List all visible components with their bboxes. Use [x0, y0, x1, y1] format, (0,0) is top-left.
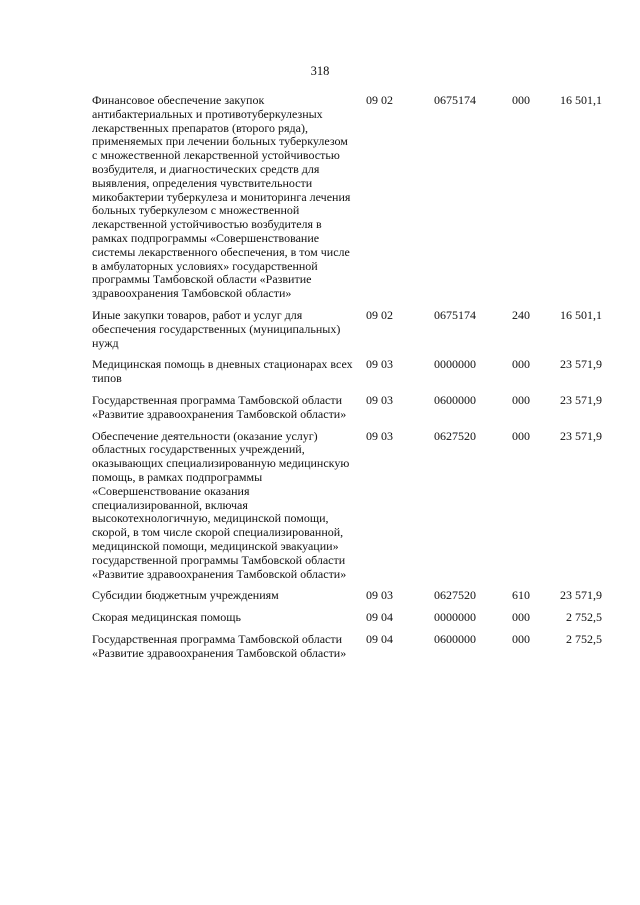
row-name: Финансовое обеспечение закупок антибактериальных и противотуберкулезных лекарственных препаратов (второго ряда), применяемых при лечении больных туберкулезом с множественной лекарственной устойчивостью возбудителя, и диагностических средств для выявления, определения чувствительности микобактерии туберкулеза и мониторинга лечения больных туберкулезом с множественной лекарственной устойчивостью возбудителя в рамках подпрограммы «Совершенствование системы лекарственного обеспечения, в том числе в амбулаторных условиях» государственной программы Тамбовской области «Развитие здравоохранения Тамбовской области» [92, 93, 351, 301]
row-section: 09 04 [366, 631, 393, 646]
table-row [92, 394, 612, 422]
table-row [92, 633, 612, 661]
row-name: Государственная программа Тамбовской области «Развитие здравоохранения Тамбовской области» [92, 392, 347, 421]
row-section: 09 04 [366, 610, 393, 625]
row-code: 0000000 [434, 610, 476, 625]
row-section: 09 02 [366, 93, 393, 107]
row-code: 0675174 [434, 93, 476, 107]
row-name: Скорая медицинская помощь [92, 610, 241, 625]
row-type: 000 [512, 357, 530, 372]
table-row [92, 94, 612, 301]
table-row [92, 430, 612, 582]
table-row [92, 611, 612, 625]
row-type: 240 [512, 307, 530, 322]
table-row [92, 309, 612, 350]
row-type: 610 [512, 588, 530, 603]
row-type: 000 [512, 93, 530, 107]
row-name: Государственная программа Тамбовской области «Развитие здравоохранения Тамбовской области» [92, 631, 347, 660]
row-amount: 23 571,9 [560, 357, 602, 372]
row-section: 09 03 [366, 428, 393, 443]
row-section: 09 03 [366, 357, 393, 372]
row-code: 0000000 [434, 357, 476, 372]
row-section: 09 02 [366, 307, 393, 322]
row-name: Субсидии бюджетным учреждениям [92, 588, 279, 603]
budget-table [92, 94, 612, 668]
row-section: 09 03 [366, 588, 393, 603]
row-amount: 16 501,1 [560, 93, 602, 107]
row-code: 0675174 [434, 307, 476, 322]
row-amount: 23 571,9 [560, 392, 602, 407]
row-code: 0627520 [434, 588, 476, 603]
row-name: Иные закупки товаров, работ и услуг для обеспечения государственных (муниципальных) нужд [92, 307, 341, 350]
row-code: 0600000 [434, 631, 476, 646]
row-name: Обеспечение деятельности (оказание услуг) областных государственных учреждений, оказывающих специализированную медицинскую помощь, в рамках подпрограммы «Совершенствование оказания специализированной, включая высокотехнологичную, медицинской помощи, скорой, в том числе скорой специализированной, медицинской помощи, медицинской эвакуации» государственной программы Тамбовской области «Развитие здравоохранения Тамбовской области» [92, 428, 350, 581]
row-type: 000 [512, 631, 530, 646]
row-type: 000 [512, 392, 530, 407]
row-name: Медицинская помощь в дневных стационарах всех типов [92, 357, 353, 386]
row-amount: 23 571,9 [560, 588, 602, 603]
row-section: 09 03 [366, 392, 393, 407]
row-code: 0627520 [434, 428, 476, 443]
row-amount: 2 752,5 [566, 631, 602, 646]
row-amount: 16 501,1 [560, 307, 602, 322]
page-number: 318 [310, 64, 330, 78]
row-type: 000 [512, 428, 530, 443]
row-amount: 2 752,5 [566, 610, 602, 625]
row-amount: 23 571,9 [560, 428, 602, 443]
table-row [92, 589, 612, 603]
row-code: 0600000 [434, 392, 476, 407]
row-type: 000 [512, 610, 530, 625]
table-row [92, 358, 612, 386]
